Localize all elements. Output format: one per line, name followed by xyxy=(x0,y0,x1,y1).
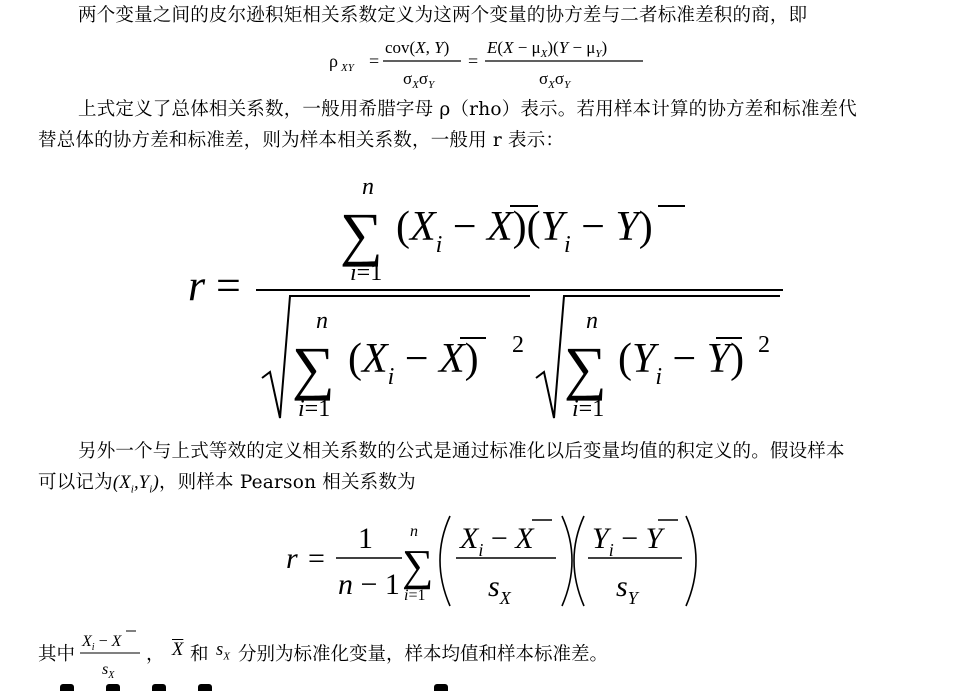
paragraph-text: 可以记为 xyxy=(38,472,113,493)
fraction-denominator: n − 1 xyxy=(338,568,400,601)
summation-icon: ∑ xyxy=(340,201,383,267)
exponent-two: 2 xyxy=(512,332,524,358)
equals-sign: = xyxy=(369,51,380,71)
equals-sign: = xyxy=(308,542,325,575)
paragraph-text: 两个变量之间的皮尔逊积矩相关系数定义为这两个变量的协方差与二者标准差积的商，即 xyxy=(78,5,808,26)
sum-lower-limit-right: i=1 xyxy=(572,396,605,422)
right-paren xyxy=(562,516,572,606)
paragraph-text: 分别为标准化变量，样本均值和样本标准差。 xyxy=(238,644,609,665)
sigma-denominator-2: $\sigma_X\sigma_Y$ xyxy=(539,69,571,91)
paragraph-text: ，则样本 Pearson 相关系数为 xyxy=(158,472,416,493)
sum-upper-limit-right: n xyxy=(586,308,598,334)
paragraph-standardized-intro xyxy=(38,436,943,506)
cov-numerator: cov(X, Y) xyxy=(385,38,450,57)
fraction-numerator: 1 xyxy=(358,522,373,555)
r-symbol: r xyxy=(286,542,298,575)
exponent-two: 2 xyxy=(758,332,770,358)
paragraph-text: 和 xyxy=(190,644,209,665)
svg-text:Xi − X: $X_i - X$ xyxy=(82,633,122,653)
sum-lower-limit: i=1 xyxy=(404,587,426,604)
sigma-denominator: $\sigma_X\sigma_Y$ xyxy=(403,69,435,91)
sy-denominator: $s_Y$ xyxy=(616,570,638,608)
paragraph-text: 其中 xyxy=(38,644,76,665)
inline-xbar: $\overline{X}$ xyxy=(172,640,184,660)
r-symbol: r xyxy=(188,261,206,310)
summation-icon: ∑ xyxy=(292,335,335,401)
y-standardized-numerator: $Y_i - Y$ xyxy=(592,522,663,560)
paragraph-text: 上式定义了总体相关系数，一般用希腊字母 ρ（rho）表示。若用样本计算的协方差和标准差代 xyxy=(78,99,857,120)
svg-text:sX: $s_X$ xyxy=(102,661,115,681)
inline-standardized-fraction xyxy=(78,626,144,682)
formula-sample-correlation xyxy=(180,168,790,428)
left-paren xyxy=(440,516,450,606)
sum-upper-limit: n xyxy=(362,174,374,200)
paragraph-text: 替总体的协方差和标准差，则为样本相关系数，一般用 r 表示： xyxy=(38,130,565,151)
summation-icon: ∑ xyxy=(564,335,607,401)
denominator-left-expression: $(X_i - X)$ xyxy=(348,336,479,390)
right-paren xyxy=(686,516,696,606)
formula-population-correlation xyxy=(325,34,655,92)
sum-upper-limit: n xyxy=(410,523,418,540)
numerator-expression: $(X_i - X)(Y_i - Y)$ xyxy=(396,204,653,258)
paragraph-sample-intro xyxy=(38,94,943,156)
left-paren xyxy=(574,516,584,606)
clipped-next-line xyxy=(60,683,480,691)
equals-sign-2: = xyxy=(468,51,479,71)
paragraph-text: 另外一个与上式等效的定义相关系数的公式是通过标准化以后变量均值的积定义的。假设样本 xyxy=(78,441,845,462)
x-standardized-numerator: $X_i - X$ xyxy=(460,522,534,560)
paragraph-definition xyxy=(38,0,943,31)
equals-sign: = xyxy=(216,261,241,310)
denominator-right-expression: $(Y_i - Y)$ xyxy=(618,336,745,390)
paragraph-text: ， xyxy=(146,644,165,665)
sum-lower-limit: i=1 xyxy=(350,260,383,286)
summation-icon: ∑ xyxy=(402,541,434,590)
expectation-numerator: $E(X - \mu_X)(Y - \mu_Y)$ xyxy=(487,38,608,60)
rho-symbol: ρ xyxy=(329,51,338,71)
inline-sx: $s_X$ xyxy=(216,640,230,663)
rho-subscript: XY xyxy=(341,62,354,74)
formula-standardized-correlation xyxy=(280,512,700,612)
sum-lower-limit-left: i=1 xyxy=(298,396,331,422)
sx-denominator: $s_X$ xyxy=(488,570,511,608)
sample-pair-notation: $(X_i,Y_i)$ xyxy=(112,473,159,496)
paragraph-where xyxy=(38,626,938,686)
sum-upper-limit-left: n xyxy=(316,308,328,334)
